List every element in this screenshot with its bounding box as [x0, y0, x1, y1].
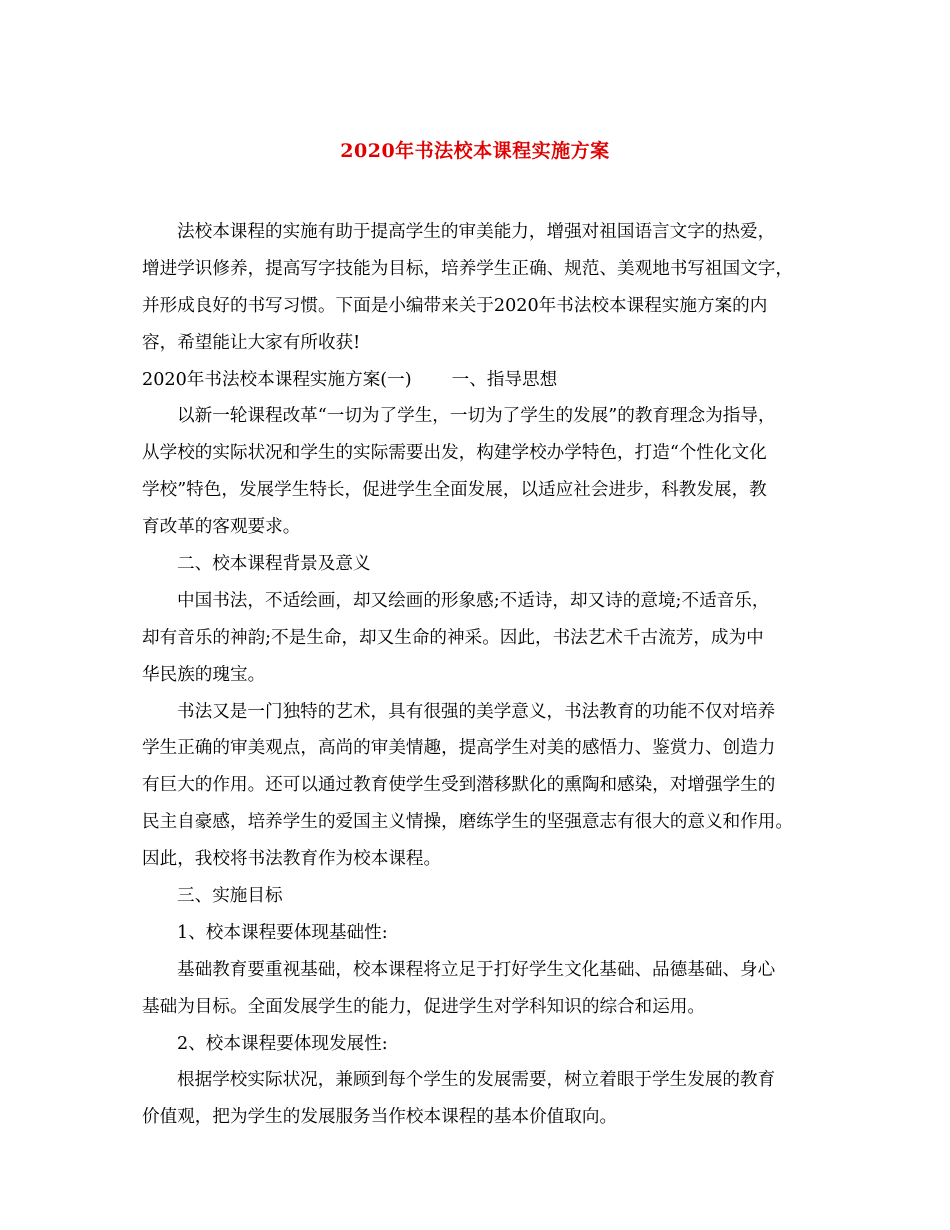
text-line: 却有音乐的神韵;不是生命，却又生命的神采。因此，书法艺术千古流芳，成为中 — [142, 627, 764, 648]
text-line: 并形成良好的书写习惯。下面是小编带来关于2020年书法校本课程实施方案的内 — [142, 295, 768, 316]
text-line: 因此，我校将书法教育作为校本课程。 — [142, 849, 442, 870]
text-line: 法校本课程的实施有助于提高学生的审美能力，增强对祖国语言文字的热爱， — [177, 222, 776, 242]
text-line: 学生正确的审美观点，高尚的审美情趣，提高学生对美的感悟力、鉴赏力、创造力 — [142, 738, 776, 759]
text-line: 容，希望能让大家有所收获! — [142, 332, 361, 353]
subsection-heading: 1、校本课程要体现基础性: — [177, 922, 388, 943]
text-line: 以新一轮课程改革“一切为了学生，一切为了学生的发展”的教育理念为指导， — [177, 406, 776, 427]
text-line: 基础教育要重视基础，校本课程将立足于打好学生文化基础、品德基础、身心 — [177, 959, 776, 980]
plan-subtitle: 2020年书法校本课程实施方案(一) — [142, 369, 412, 390]
section-heading-line — [142, 362, 832, 399]
section-heading: 一、指导思想 — [451, 369, 558, 390]
text-line: 学校”特色，发展学生特长，促进学生全面发展，以适应社会进步，科教发展，教 — [142, 480, 767, 501]
subsection-heading: 2、校本课程要体现发展性: — [177, 1033, 388, 1054]
text-line: 书法又是一门独特的艺术，具有很强的美学意义，书法教育的功能不仅对培养 — [177, 701, 776, 722]
text-line: 有巨大的作用。还可以通过教育使学生受到潜移默化的熏陶和感染，对增强学生的 — [142, 775, 776, 796]
document-title: 2020年书法校本课程实施方案 — [340, 140, 610, 162]
text-line: 从学校的实际状况和学生的实际需要出发，构建学校办学特色，打造“个性化文化 — [142, 443, 767, 464]
section-heading: 二、校本课程背景及意义 — [177, 554, 371, 575]
text-line: 民主自豪感，培养学生的爱国主义情操，磨练学生的坚强意志有很大的意义和作用。 — [142, 812, 793, 833]
text-line: 基础为目标。全面发展学生的能力，促进学生对学科知识的综合和运用。 — [142, 996, 706, 1017]
section-heading: 三、实施目标 — [177, 886, 283, 907]
text-line: 华民族的瑰宝。 — [142, 664, 266, 685]
text-line: 中国书法，不适绘画，却又绘画的形象感;不适诗，却又诗的意境;不适音乐， — [177, 590, 770, 611]
text-line: 增进学识修养，提高写字技能为目标，培养学生正确、规范、美观地书写祖国文字， — [142, 258, 793, 279]
document-body — [142, 214, 832, 1136]
text-line: 价值观，把为学生的发展服务当作校本课程的基本价值取向。 — [142, 1107, 618, 1128]
text-line: 育改革的客观要求。 — [142, 517, 301, 538]
text-line: 根据学校实际状况，兼顾到每个学生的发展需要，树立着眼于学生发展的教育 — [177, 1070, 776, 1091]
